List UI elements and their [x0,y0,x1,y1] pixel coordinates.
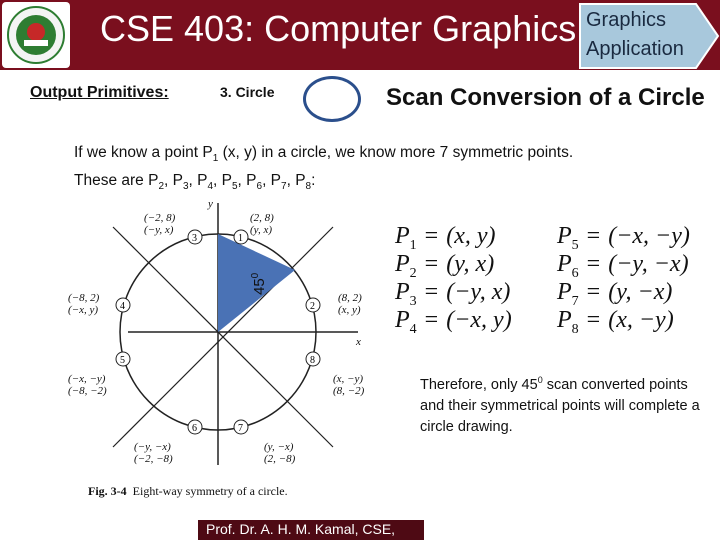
point-marker [234,230,248,244]
point-6-label: (−y, −x) (−2, −8) [134,441,173,465]
svg-text:1: 1 [238,233,243,244]
formula-p2: $P_2 = (y$, x) [395,251,495,281]
footer-author: Prof. Dr. A. H. M. Kamal, CSE, [206,521,396,537]
formula-p7: $P_7 = (y$, −x) [557,279,673,309]
point-marker [234,420,248,434]
axis-x-label: x [356,336,361,348]
tag-text [586,6,684,64]
slide-heading: Scan Conversion of a Circle [386,84,705,111]
conclusion-text: Therefore, only $45^0$ scan converted points and their symmetrical points will complete a circle drawing. [420,375,700,435]
svg-text:6: 6 [192,423,197,434]
graphics-application-tag [578,2,720,70]
eight-way-symmetry-figure [58,195,383,510]
logo-emblem [2,2,70,68]
topic-label: 3. Circle [220,84,275,100]
university-logo [2,2,70,68]
point-marker [306,352,320,366]
circle-shape-icon [303,76,361,122]
formula-p1: $P_1 = (x$, y) [395,223,496,253]
point-marker [188,420,202,434]
svg-text:7: 7 [238,423,243,434]
page-title: CSE 403: Computer Graphics [100,8,577,49]
formula-p6: $P_6 = (-y$, −x) [557,251,689,281]
angle-label: $45^0$ [250,272,268,295]
intro-paragraph [74,142,573,198]
point-5-label: (−x, −y) (−8, −2) [68,373,107,397]
point-marker [116,352,130,366]
point-3-label: (−2, 8) (−y, x) [144,212,176,236]
point-8-label: (x, −y) (8, −2) [333,373,365,397]
axis-y-label: y [208,198,213,210]
formula-p8: $P_8 = (x$, −y) [557,307,674,337]
figure-caption: Fig. 3-4 Eight-way symmetry of a circle. [88,484,288,498]
svg-text:8: 8 [310,355,315,366]
svg-text:3: 3 [192,233,197,244]
intro-line-2: These are $P_2$, $P_3$, $P_4$, $P_5$, $P_6$, $P_7$, $P_8$: [74,172,316,193]
formula-p5: $P_5 = (-x$, −y) [557,223,690,253]
intro-line-1: If we know a point $P_1$ (x, y) in a circle, we know more 7 symmetric points. [74,144,574,165]
point-1-label: (2, 8) (y, x) [250,212,274,236]
section-label: Output Primitives: [30,84,169,101]
formula-p4: $P_4 = (-x$, y) [395,307,512,337]
point-2-label: (8, 2) (x, y) [338,292,362,316]
formula-p3: $P_3 = (-y$, x) [395,279,511,309]
point-marker [306,298,320,312]
point-7-label: (y, −x) (2, −8) [264,441,296,465]
symmetry-diagram [58,195,383,505]
svg-text:2: 2 [310,301,315,312]
footer-bar [198,520,424,540]
point-marker [116,298,130,312]
point-marker [188,230,202,244]
tag-line-2: Application [586,38,684,60]
point-4-label: (−8, 2) (−x, y) [68,292,100,316]
tag-line-1: Graphics [586,9,667,31]
svg-text:4: 4 [120,301,125,312]
title-bar [0,0,720,70]
svg-text:5: 5 [120,355,125,366]
